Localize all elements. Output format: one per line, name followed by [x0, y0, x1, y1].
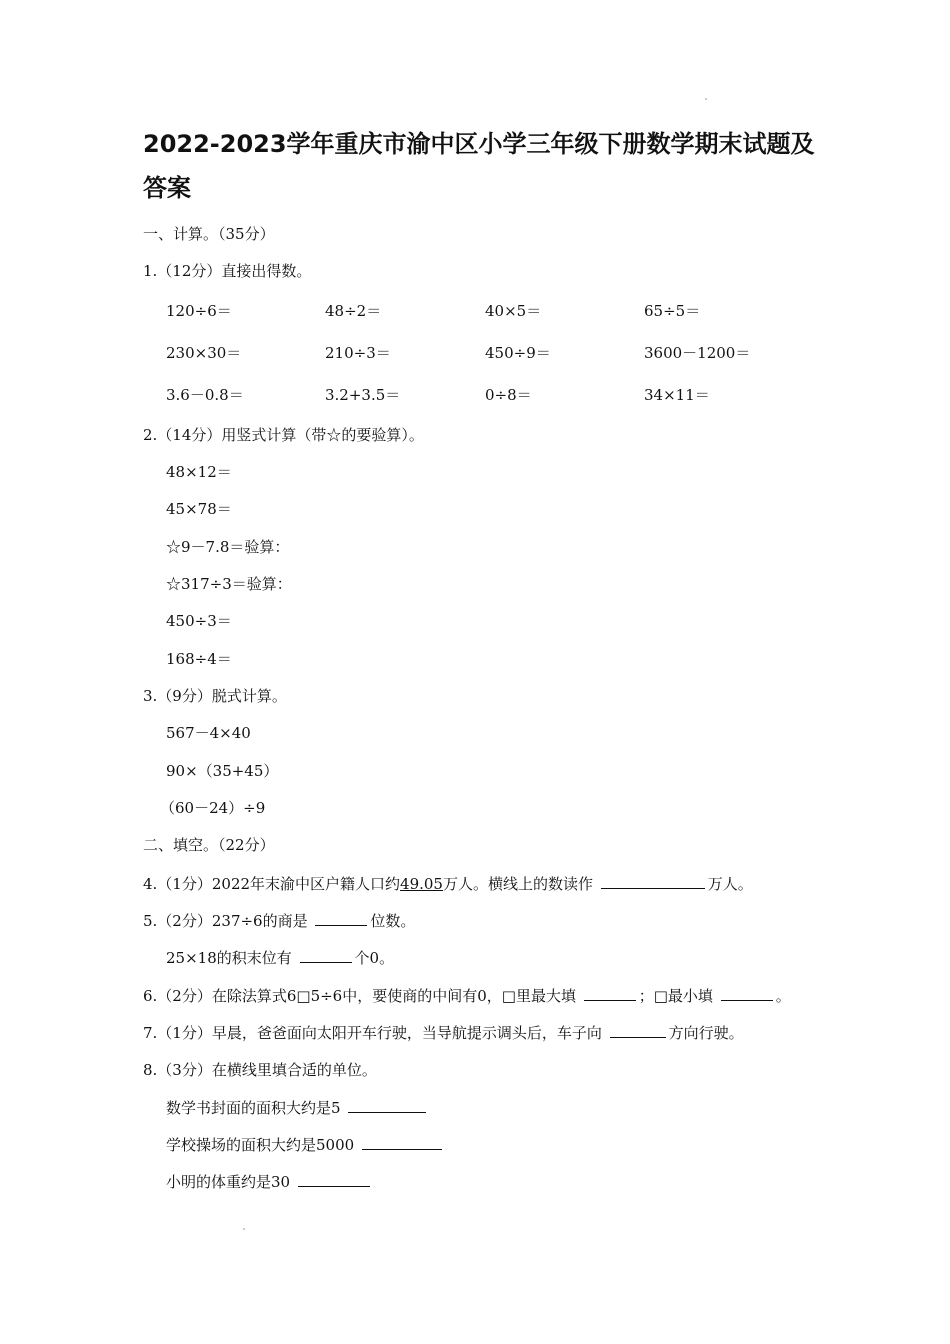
q8-item — [166, 1171, 373, 1192]
q4-underlined-number: 49.05 — [400, 875, 443, 893]
q5a-text-start: 5.（2分）237÷6的商是 — [143, 912, 308, 930]
q6-text-start: 6.（2分）在除法算式6□5÷6中，要使商的中间有0，□里最大填 — [143, 987, 576, 1005]
q4-answer-blank[interactable] — [601, 873, 705, 889]
q1-item: 48÷2＝ — [325, 302, 382, 320]
q4-text-start: 4.（1分）2022年末渝中区户籍人口约 — [143, 875, 401, 893]
q5a-answer-blank[interactable] — [315, 910, 367, 926]
document-title: 2022-2023学年重庆市渝中区小学三年级下册数学期末试题及答案 — [143, 130, 815, 202]
q3-item: （60－24）÷9 — [160, 799, 266, 817]
q2-item: 450÷3＝ — [166, 612, 232, 630]
q4-text-middle: 万人。横线上的数读作 — [442, 875, 593, 893]
q8-item-text: 学校操场的面积大约是5000 — [166, 1136, 355, 1154]
question-7 — [143, 1022, 744, 1043]
q5b-answer-blank[interactable] — [300, 947, 352, 963]
q5b-text-end: 个0。 — [354, 949, 395, 967]
q3-item: 567－4×40 — [166, 724, 251, 742]
q3-item: 90×（35+45） — [166, 762, 279, 780]
q2-item: 45×78＝ — [166, 500, 232, 518]
q6-answer-blank-min[interactable] — [721, 985, 773, 1001]
q6-text-end: 。 — [775, 987, 791, 1005]
q1-item: 120÷6＝ — [166, 302, 232, 320]
q1-item: 210÷3＝ — [325, 344, 391, 362]
q4-text-end: 万人。 — [707, 875, 753, 893]
q1-item: 3.6－0.8＝ — [166, 386, 244, 404]
q8-item — [166, 1097, 429, 1118]
q7-text-end: 方向行驶。 — [668, 1024, 744, 1042]
q8-item-text: 数学书封面的面积大约是5 — [166, 1099, 341, 1117]
question-3-label: 3.（9分）脱式计算。 — [143, 687, 287, 705]
scan-speck — [705, 98, 707, 100]
q5a-text-end: 位数。 — [370, 912, 416, 930]
question-8-label: 8.（3分）在横线里填合适的单位。 — [143, 1061, 377, 1079]
section-heading-calculation: 一、计算。（35分） — [143, 225, 275, 243]
q2-item: 48×12＝ — [166, 463, 232, 481]
q6-text-middle: ；□最小填 — [638, 987, 713, 1005]
q7-answer-blank[interactable] — [610, 1022, 666, 1038]
scan-speck — [243, 1228, 245, 1230]
question-6 — [143, 985, 791, 1006]
q8-answer-blank[interactable] — [298, 1171, 370, 1187]
q2-item: ☆9－7.8＝验算： — [166, 538, 290, 556]
q5b-text-start: 25×18的积末位有 — [166, 949, 292, 967]
q1-item: 34×11＝ — [644, 386, 710, 404]
q8-item-text: 小明的体重约是30 — [166, 1173, 291, 1191]
q2-item: 168÷4＝ — [166, 650, 232, 668]
q1-item: 40×5＝ — [485, 302, 542, 320]
question-1-label: 1.（12分）直接出得数。 — [143, 262, 312, 280]
question-2-label: 2.（14分）用竖式计算（带☆的要验算）。 — [143, 426, 424, 444]
q8-item — [166, 1134, 445, 1155]
question-5a — [143, 910, 415, 931]
q1-item: 3600－1200＝ — [644, 344, 751, 362]
question-4 — [143, 873, 753, 894]
q8-answer-blank[interactable] — [348, 1097, 426, 1113]
q7-text-start: 7.（1分）早晨，爸爸面向太阳开车行驶，当导航提示调头后，车子向 — [143, 1024, 602, 1042]
q8-answer-blank[interactable] — [362, 1134, 442, 1150]
q1-item: 0÷8＝ — [485, 386, 532, 404]
q1-item: 450÷9＝ — [485, 344, 551, 362]
q1-item: 65÷5＝ — [644, 302, 701, 320]
q1-item: 3.2+3.5＝ — [325, 386, 401, 404]
q6-answer-blank-max[interactable] — [584, 985, 636, 1001]
q2-item: ☆317÷3＝验算： — [166, 575, 292, 593]
section-heading-fill-in: 二、填空。（22分） — [143, 836, 275, 854]
question-5b — [166, 947, 394, 968]
q1-item: 230×30＝ — [166, 344, 242, 362]
